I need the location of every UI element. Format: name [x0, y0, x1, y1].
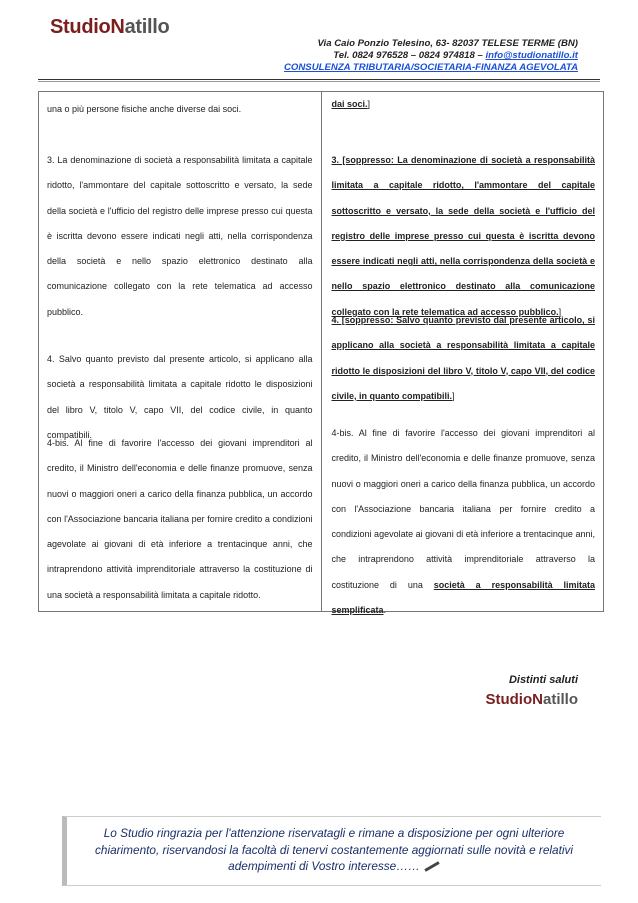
closing-salutation: Distinti saluti [508, 674, 578, 686]
left-paragraph-1: una o più persone fisiche anche diverse dai soci. [47, 104, 242, 114]
left-paragraph-2: 3. La denominazione di società a responsabilità limitata a capitale ridotto, l'ammontare del capitale sottoscritto e versato, la sede della società e l'ufficio del registro delle imprese presso cui questa è iscritta devono essere indicati negli atti, nella corrispondenza della società e nello spazio elettronico destinato alla comunicazione collegato con la rete telematica ad accesso pubblico. [47, 155, 313, 317]
letterhead-address [284, 38, 578, 74]
header-divider [38, 79, 600, 80]
footer-text: Lo Studio ringrazia per l'attenzione riservatagli e rimane a disposizione per ogni ulteriore chiarimento, riservandosi la facoltà di tenervi costantemente aggiornati sulle novità e relativi adempimenti di Vostro interesse…… [94, 826, 574, 873]
left-paragraph-4: 4-bis. Al fine di favorire l'accesso dei giovani imprenditori al credito, il Ministro dell'economia e delle finanze promuove, senza nuovi o maggiori oneri a carico della finanza pubblica, un accordo con l'Associazione bancaria italiana per fornire credito a condizioni agevolate ai giovani di età inferiore a trentacinque anni, che intraprendono attività imprenditoriale attraverso la costituzione di una società a responsabilità limitata a capitale ridotto. [47, 438, 313, 600]
right-paragraph-3: 4. [soppresso: Salvo quanto previsto dal presente articolo, si applicano alla società a responsabilità limitata a capitale ridotto le disposizioni del libro V, titolo V, capo VII, del codice civile, in quanto compatibili.] [331, 315, 595, 401]
pen-icon [424, 862, 439, 873]
phone-line: Tel. 0824 976528 – 0824 974818 – info@studionatillo.it [333, 50, 578, 61]
studio-logo: StudioNatillo [50, 16, 170, 38]
address-line: Via Caio Ponzio Telesino, 63- 82037 TELESE TERME (BN) [317, 38, 578, 49]
email-link[interactable]: info@studionatillo.it [485, 50, 578, 61]
services-line: CONSULENZA TRIBUTARIA/SOCIETARIA-FINANZA AGEVOLATA [283, 62, 578, 73]
comparison-table [38, 91, 604, 616]
right-paragraph-1: dai soci.] [331, 99, 371, 109]
signature-logo: StudioNatillo [485, 691, 578, 708]
header-divider-thin [38, 81, 600, 82]
right-paragraph-4: 4-bis. Al fine di favorire l'accesso dei giovani imprenditori al credito, il Ministro dell'economia e delle finanze promuove, senza nuovi o maggiori oneri a carico della finanza pubblica, un accordo con l'Associazione bancaria italiana per fornire credito a condizioni agevolate ai giovani di età inferiore a trentacinque anni, che intraprendono attività imprenditoriale attraverso la costituzione di una società a responsabilità limitata semplificata. [331, 428, 595, 616]
right-column [321, 92, 604, 616]
footer-note [62, 816, 601, 886]
left-column [39, 92, 322, 612]
left-paragraph-3: 4. Salvo quanto previsto dal presente articolo, si applicano alla società a responsabilità limitata a capitale ridotto le disposizioni del libro V, titolo V, capo VII, del codice civile, in quanto compatibili. [47, 354, 313, 440]
right-paragraph-2: 3. [soppresso: La denominazione di società a responsabilità limitata a capitale ridotto, l'ammontare del capitale sottoscritto e versato, la sede della società e l'ufficio del registro delle imprese presso cui questa è iscritta devono essere indicati negli atti, nella corrispondenza della società e nello spazio elettronico destinato alla comunicazione collegato con la rete telematica ad accesso pubblico.] [331, 155, 595, 317]
